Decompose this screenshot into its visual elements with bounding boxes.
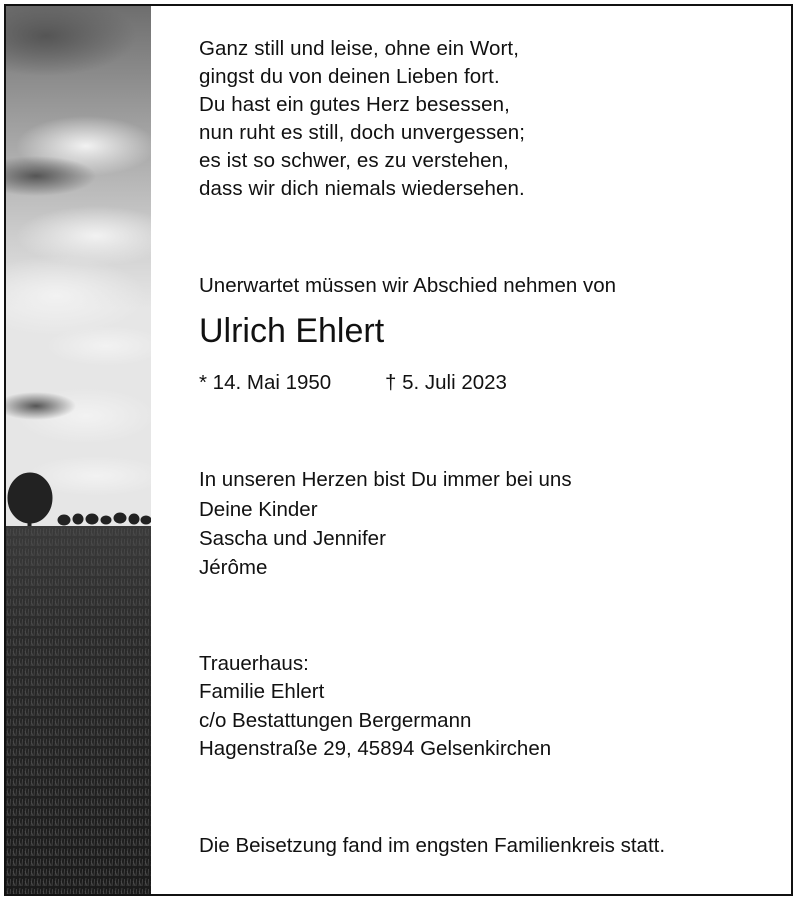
dedication-text: In unseren Herzen bist Du immer bei uns bbox=[199, 468, 572, 491]
family-line: Deine Kinder bbox=[199, 498, 318, 521]
landscape-photo bbox=[6, 6, 151, 894]
deceased-name: Ulrich Ehlert bbox=[199, 312, 385, 350]
address-line: Familie Ehlert bbox=[199, 680, 325, 703]
intro-text: Unerwartet müssen wir Abschied nehmen von bbox=[199, 274, 617, 297]
poem-line: nun ruht es still, doch unvergessen; bbox=[199, 121, 526, 144]
address-line: Hagenstraße 29, 45894 Gelsenkirchen bbox=[199, 737, 552, 760]
address-line: Trauerhaus: bbox=[199, 652, 309, 675]
poem-line: gingst du von deinen Lieben fort. bbox=[199, 65, 500, 88]
poem-line: dass wir dich niemals wiedersehen. bbox=[199, 177, 525, 200]
family-line: Jérôme bbox=[199, 556, 268, 579]
address-line: c/o Bestattungen Bergermann bbox=[199, 709, 472, 732]
birth-date: * 14. Mai 1950 bbox=[199, 371, 332, 394]
poem-line: Ganz still und leise, ohne ein Wort, bbox=[199, 37, 519, 60]
funeral-note: Die Beisetzung fand im engsten Familienkreis statt. bbox=[199, 834, 666, 857]
obituary-notice bbox=[4, 4, 793, 896]
poem-line: es ist so schwer, es zu verstehen, bbox=[199, 149, 509, 172]
poem-line: Du hast ein gutes Herz besessen, bbox=[199, 93, 510, 116]
family-line: Sascha und Jennifer bbox=[199, 527, 386, 550]
death-date: † 5. Juli 2023 bbox=[385, 371, 507, 394]
